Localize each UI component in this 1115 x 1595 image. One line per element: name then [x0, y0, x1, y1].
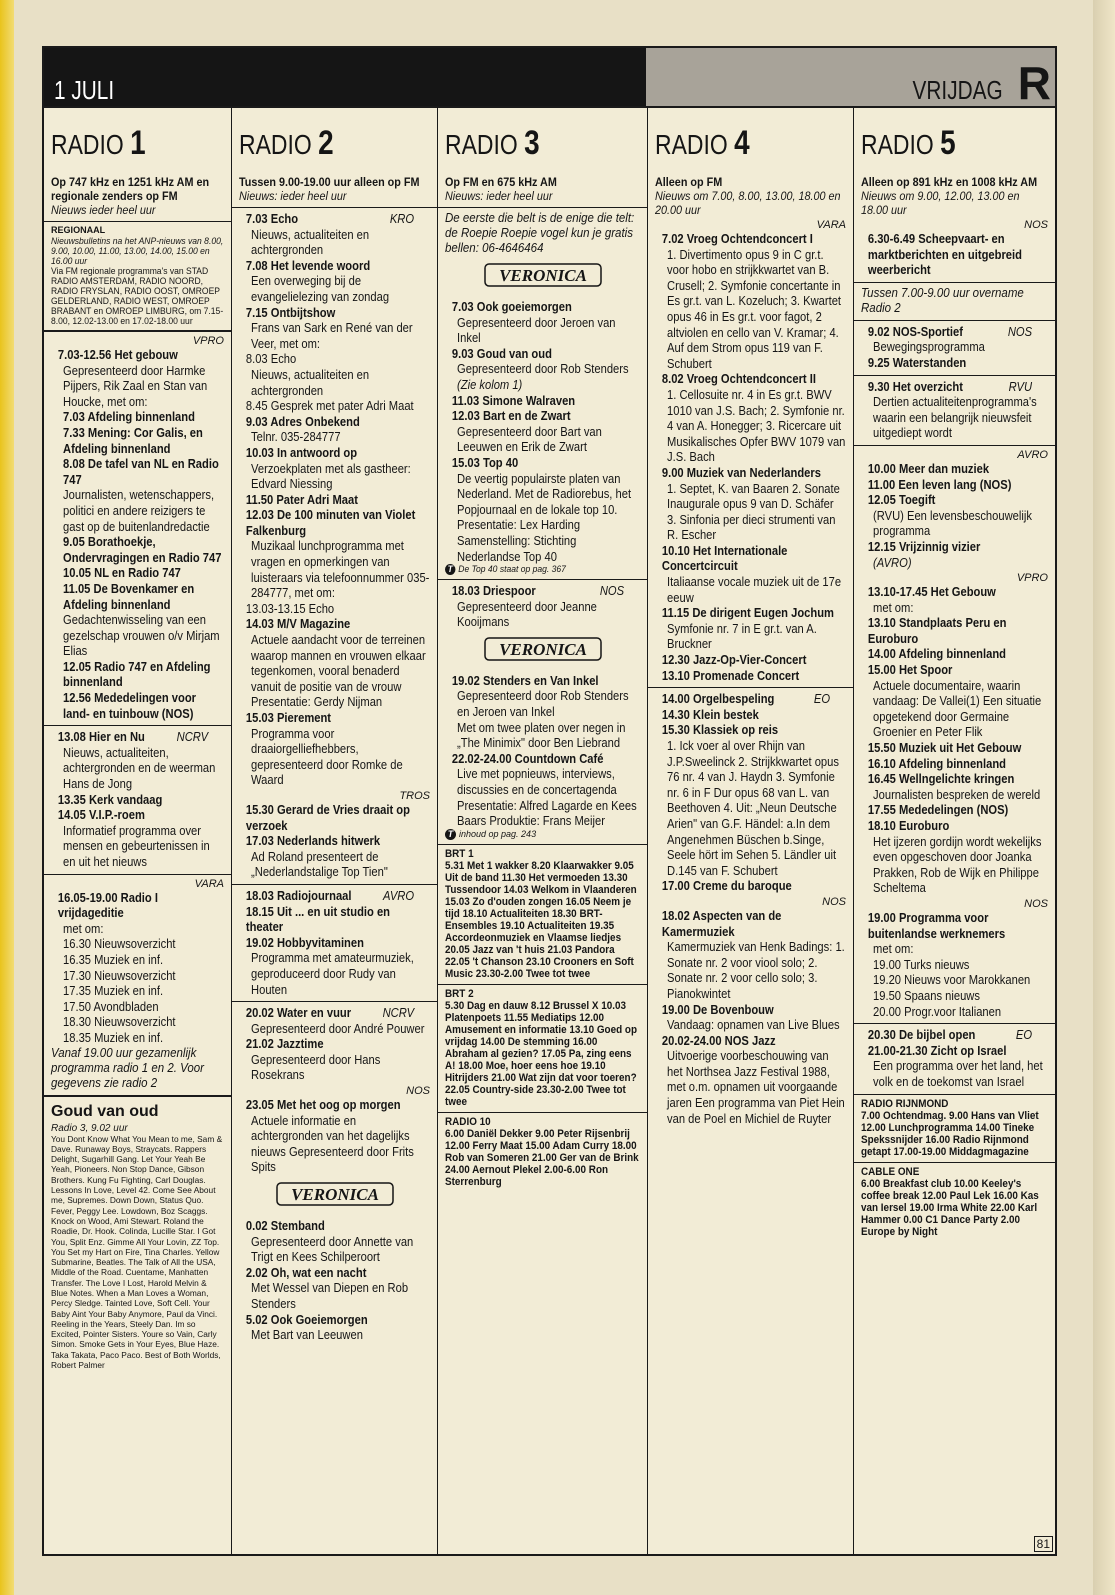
radio4-column	[648, 108, 854, 1554]
rijnmond-block: RADIO RIJNMOND 7.00 Ochtendmag. 9.00 Hans van Vliet 12.00 Lunchprogramma 14.00 Tineke Spekssnijder 16.00 Radio Rijnmond getapt 17.00-19.00 Middagmagazine	[861, 1097, 1039, 1158]
radio2-programs-4: 20.02 Water en vuur NCRV Gepresenteerd door André Pouwer 21.02 Jazztime Gepresenteerd door Hans Rosekrans	[245, 1005, 425, 1083]
radio3-intro: Op FM en 675 kHz AM Nieuws: ieder heel uur	[445, 175, 557, 203]
brt1-block: BRT 1 5.31 Met 1 wakker 8.20 Klaarwakker 9.05 Uit de band 11.30 Het vermoeden 13.30 Tussendoor 14.03 Welkom in Vlaanderen 15.03 Zo d'ouden zongen 16.05 Neem je tijd 18.10 Actualiteiten 18.30 BRT-Ensembles 19.10 Actualiteiten 19.35 Accordeonmuziek en Vlaamse liedjes 20.05 Jazz van 't huis 21.03 Pandora 22.05 't Chanson 23.10 Crooners en Soft Music 23.30-2.00 Twee tot twee	[445, 847, 637, 980]
radio1-end-note: Vanaf 19.00 uur gezamenlijk programma radio 1 en 2. Voor gegevens zie radio 2	[51, 1045, 204, 1090]
radio2-programs: 7.03 Echo KRO Nieuws, actualiteiten en achtergronden 7.08 Het levende woord Een overweging bij de evangelielezing van zondag 7.15 Ontbijtshow Frans van Sark en René van der Veer, met om: 8.03 Echo Nieuws, actualiteiten en achtergronden 8.45 Gesprek met pater Adri Maat 9.03 Adres Onbekend Telnr. 035-284777 10.03 In antwoord op Verzoekplaten met als gastheer: Edvard Niessing 11.50 Pater Adri Maat 12.03 De 100 minuten van Violet Falkenburg Muzikaal lunchprogramma met vragen en opmerkingen van luisteraars via telefoonnummer 035-284777, met om: 13.03-13.15 Echo 14.03 M/V Magazine Actuele aandacht voor de terreinen waarop mannen en vrouwen elkaar tegenkomen, vooral benaderd vanuit de positie van de vrouw Presentatie: Gerdy Nijman 15.03 Pierement Programma voor draaiorgelliefhebbers, gepresenteerd door Romke de Waard	[245, 211, 430, 788]
radio1-intro: Op 747 kHz en 1251 kHz AM en regionale zenders op FM Nieuws ieder heel uur	[51, 175, 210, 217]
radio5-programs-3: 9.30 Het overzicht RVU Dertien actualiteitenprogramma's waarin een belangrijk nieuwsfeit uitgediept wordt	[867, 378, 1037, 441]
radio5-intro: Alleen op 891 kHz en 1008 kHz AM Nieuws om 9.00, 12.00, 13.00 en 18.00 uur	[861, 175, 1038, 217]
radio2-programs-5: 23.05 Met het oog op morgen Actuele informatie en achtergronden van het dagelijks nieuws Gepresenteerd door Frits Spits	[245, 1097, 414, 1175]
date-label: 1 JULI	[54, 75, 115, 105]
radio5-programs-4: 10.00 Meer dan muziek 11.00 Een leven lang (NOS) 12.05 Toegift (RVU) Een levensbeschouwelijk programma 12.15 Vrijzinnig vizier (AVRO)	[867, 460, 1032, 570]
radio2-programs-2: 15.30 Gerard de Vries draait op verzoek 17.03 Nederlands hitwerk Ad Roland presenteert de „Nederlandstalige Top Tien"	[245, 801, 410, 880]
goud-van-oud-title: Goud van oud	[51, 1102, 159, 1120]
radio5-programs-6: 19.00 Programma voor buitenlandse werknemers met om: 19.00 Turks nieuws 19.20 Nieuws voor Marokkanen 19.50 Spaans nieuws 20.00 Progr.voor Italianen	[867, 909, 1031, 1019]
broadcaster-label: AVRO	[1017, 448, 1048, 461]
goud-van-oud-list: You Dont Know What You Mean to me, Sam & Dave. Runaway Boys, Straycats. Rappers Delight, Sugarhill Gang. Let Your Yeah Be Yeah, Pioneers. Non Stop Dance, Gibson Brothers. Kung Fu Fighting, Carl Douglas. Lessons In Love, Level 42. Come See About me, Supremes. Down Down, Status Quo. Fever, Peggy Lee. Lowdown, Boz Scaggs. Knock on Wood, Ami Stewart. Roland the Roadie, Dr. Hook. Colinda, Lucille Star. I Got You, Split Enz. Gimme All Your Lovin, ZZ Top. You Set my Hart on Fire, Tina Charles. Yellow Submarine, Beatles. The Talk of All the USA, Middle of the Road. Cuentame, Manhatten Transfer. The Love I Lost, Harold Melvin & Blue Notes. When a Man Loves a Woman, Percy Sledge. Tainted Love, Soft Cell. Your Baby Aint Your Baby Anymore, Paul da Vinci. Reeling in the Years, Steely Dan. Im so Excited, Pointer Sisters. Youre so Vain, Carly Simon. Smoke Gets in Your Eyes, Blue Haze. Taka Takata, Paco Paco. Best of Both Worlds, Robert Palmer	[51, 1133, 223, 1371]
radio5-programs-5: 13.10-17.45 Het Gebouw met om: 13.10 Standplaats Peru en Euroburo 14.00 Afdeling binnenland 15.00 Het Spoor Actuele documentaire, waarin vandaag: De Vallei(1) Een situatie opgetekend door Germaine Groenier en Peter Flik 15.50 Muziek uit Het Gebouw 16.10 Afdeling binnenland 16.45 Wellngelichte kringen Journalisten bespreken de wereld 17.55 Mededelingen (NOS) 18.10 Euroburo Het ijzeren gordijn wordt wekelijks even opgeschoven door Joanka Prakken, Rob de Wijk en Philippe Scheltema	[867, 584, 1042, 896]
top40-ref: T De Top 40 staat op pag. 367	[445, 564, 630, 575]
broadcaster-label: VPRO	[1016, 572, 1048, 585]
page-number: 81	[1034, 1536, 1053, 1552]
radio1-column	[44, 108, 232, 1554]
broadcaster-label: TROS	[399, 789, 430, 802]
broadcaster-label: VARA	[194, 877, 224, 890]
countdown-ref: T inhoud op pag. 243	[445, 829, 640, 840]
broadcaster-label: NOS	[1024, 897, 1048, 910]
cable-one-block: CABLE ONE 6.00 Breakfast club 10.00 Keeley's coffee break 12.00 Paul Lek 16.00 Kas van Iersel 19.00 Irma White 22.00 Karl Hammer 0.00 C1 Dance Party 2.00 Europe by Night	[861, 1165, 1039, 1238]
t-icon: T	[445, 564, 455, 575]
veronica-logo	[445, 262, 640, 293]
radio5-programs-7: 20.30 De bijbel open EO 21.00-21.30 Zicht op Israel Een programma over het land, het volk en de toekomst van Israel	[867, 1027, 1043, 1089]
radio2-programs-6: 0.02 Stemband Gepresenteerd door Annette van Trigt en Kees Schilperoort 2.02 Oh, wat een nacht Met Wessel van Diepen en Rob Stenders 5.02 Ook Goeiemorgen Met Bart van Leeuwen	[245, 1218, 414, 1343]
radio3-programs-2: 18.03 Driespoor NOS Gepresenteerd door Jeanne Kooijmans	[451, 583, 625, 630]
radio3-note: De eerste die belt is de enige die telt: de Roepie Roepie vogel kun je gratis bellen: 06-4646464	[445, 211, 635, 255]
brt2-block: BRT 2 5.30 Dag en dauw 8.12 Brussel X 10.03 Platenpoets 11.55 Mediatips 12.00 Amusement en informatie 13.10 Goed op vrijdag 14.00 De stemming 16.00 Abraham al gezien? 17.05 Pa, zing eens A! 18.00 Moe, hoer eens hoe 19.10 Hitrijders 21.00 Wat zijn dat voor toeren? 22.05 Country-side 23.30-2.00 Twee tot twee	[445, 987, 638, 1108]
radio2-programs-3: 18.03 Radiojournaal AVRO 18.15 Uit ... en uit studio en theater 19.02 Hobbyvitaminen Programma met amateurmuziek, geproduceerd door Rudy van Houten	[245, 887, 415, 997]
radio5-heading: RADIO 5	[861, 124, 956, 162]
radio5-programs: 6.30-6.49 Scheepvaart- en marktberichten en uitgebreid weerbericht	[867, 231, 1022, 278]
radio5-note: Tussen 7.00-9.00 uur overname Radio 2	[861, 285, 1024, 315]
radio1-programs-3: 16.05-19.00 Radio I vrijdageditie met om: 16.30 Nieuwsoverzicht 16.35 Muziek en inf. 17.30 Nieuwsoverzicht 17.35 Muziek en inf. 17.50 Avondbladen 18.30 Nieuwsoverzicht 18.35 Muziek en inf.	[57, 889, 176, 1045]
radio3-programs: 7.03 Ook goeiemorgen Gepresenteerd door Jeroen van Inkel 9.03 Goud van oud Gepresenteerd door Rob Stenders (Zie kolom 1) 11.03 Simone Walraven 12.03 Bart en de Zwart Gepresenteerd door Bart van Leeuwen en Erik de Zwart 15.03 Top 40 De veertig populairste platen van Nederland. Met de Radiorebus, het Popjournaal en de lokale top 10. Presentatie: Lex Harding Samenstelling: Stichting Nederlandse Top 40	[451, 299, 632, 564]
tv-guide-page	[42, 46, 1057, 1556]
page-edge	[1093, 0, 1115, 1595]
radio10-block: RADIO 10 6.00 Daniël Dekker 9.00 Peter Rijsenbrij 12.00 Ferry Maat 15.00 Adam Curry 18.00 Rob van Someren 21.00 Ger van de Brink 24.00 Aernout Plekel 2.00-6.00 Ron Sterrenburg	[445, 1115, 639, 1188]
radio2-intro: Tussen 9.00-19.00 uur alleen op FM Nieuws: ieder heel uur	[239, 175, 420, 203]
t-icon: T	[445, 829, 456, 840]
radio1-regional: REGIONAAL Nieuwsbulletins na het ANP-nieuws van 8.00, 9.00, 10.00, 11.00, 13.00, 14.00, 15.00 en 16.00 uur Via FM regionale programma's van STAD RADIO AMSTERDAM, RADIO NOORD, RADIO FRYSLAN, RADIO OOST, OMROEP GELDERLAND, RADIO WEST, OMROEP BRABANT en OMROEP LIMBURG, om 7.15-8.00, 12.02-13.00 en 17.02-18.00 uur	[51, 225, 224, 326]
date-bar	[44, 48, 646, 106]
veronica-logo	[239, 1181, 430, 1212]
radio1-programs: 7.03-12.56 Het gebouw Gepresenteerd door Harmke Pijpers, Rik Zaal en Stan van Houcke, met om: 7.03 Afdeling binnenland 7.33 Mening: Cor Galis, en Afdeling binnenland 8.08 De tafel van NL en Radio 747 Journalisten, wetenschappers, politici en andere reizigers te gast op de buitenlandredactie 9.05 Borathoekje, Ondervragingen en Radio 747 10.05 NL en Radio 747 11.05 De Bovenkamer en Afdeling binnenland Gedachtenwisseling van een gezelschap vrouwen o/v Mirjam Elias 12.05 Radio 747 en Afdeling binnenland 12.56 Mededelingen voor land- en tuinbouw (NOS)	[57, 347, 222, 721]
day-bar	[646, 48, 1055, 109]
svg-text:VERONICA: VERONICA	[290, 1185, 379, 1205]
radio3-programs-3: 19.02 Stenders en Van Inkel Gepresenteerd door Rob Stenders en Jeroen van Inkel Met om twee platen over negen in „The Minimix" door Ben Liebrand 22.02-24.00 Countdown Café Live met popnieuws, interviews, discussies en de concertagenda Presentatie: Alfred Lagarde en Kees Baars Produktie: Frans Meijer	[451, 672, 637, 829]
radio3-heading: RADIO 3	[445, 124, 540, 162]
broadcaster-label: NOS	[1024, 219, 1048, 231]
radio5-programs-2: 9.02 NOS-Sportief NOS Bewegingsprogramma 9.25 Waterstanden	[867, 323, 1033, 370]
broadcaster-label: VPRO	[192, 335, 224, 347]
veronica-logo	[445, 636, 640, 667]
goud-van-oud-sub: Radio 3, 9.02 uur	[51, 1122, 128, 1134]
radio3-column	[438, 108, 648, 1554]
radio4-heading: RADIO 4	[655, 124, 750, 162]
radio4-programs-3: 18.02 Aspecten van de Kamermuziek Kamermuziek van Henk Badings: 1. Sonate nr. 2 voor viool solo; 2. Sonate nr. 2 voor cello solo; 3. Pianokwintet 19.00 De Bovenbouw Vandaag: opnamen van Live Blues 20.02-24.00 NOS Jazz Uitvoerige voorbeschouwing van het Northsea Jazz Festival 1988, met o.m. opnamen uit voorgaande jaren Een programma van Piet Hein van de Poel en Michiel de Ruyter	[661, 907, 845, 1126]
radio-columns	[44, 108, 1055, 1554]
broadcaster-label: NOS	[822, 895, 846, 908]
radio4-intro: Alleen op FM Nieuws om 7.00, 8.00, 13.00, 18.00 en 20.00 uur	[655, 175, 841, 217]
radio1-programs-2: 13.08 Hier en Nu NCRV Nieuws, actualiteiten, achtergronden en de weerman Hans de Jong 13.35 Kerk vandaag 14.05 V.I.P.-roem Informatief programma over mensen en gebeurtenissen in en uit het nieuws	[57, 729, 216, 869]
magazine-spine	[0, 0, 14, 1595]
date-banner	[44, 48, 1055, 108]
radio2-column	[232, 108, 438, 1554]
radio5-column	[854, 108, 1055, 1554]
svg-text:VERONICA: VERONICA	[498, 266, 587, 285]
broadcaster-label: VARA	[816, 219, 846, 231]
svg-text:VERONICA: VERONICA	[498, 639, 587, 659]
day-label: VRIJDAG	[912, 75, 1003, 105]
radio4-programs-2: 14.00 Orgelbespeling EO 14.30 Klein bestek 15.30 Klassiek op reis 1. Ick voer al over Rhijn van J.P.Sweelinck 2. Strijkkwartet opus 76 nr. 4 van J. Haydn 3. Symfonie nr. 6 in F Dur opus 68 van L. van Beethoven 4. Uit: „Neun Deutsche Arien" van G.F. Händel: a.In dem Angenehmen Büschen b.Singe, Seele hört im Sehen 5. Ländler uit D.145 van F. Schubert 17.00 Creme du baroque	[661, 691, 839, 894]
radio4-programs: 7.02 Vroeg Ochtendconcert I 1. Divertimento opus 9 in C gr.t. voor hobo en strijkkwartet van B. Crusell; 2. Symfonie concertante in Es gr.t. van L. Kozeluch; 3. Kwartet opus 46 in Es gr.t. voor fagot, 2 altviolen en cello van V. Kramar; 4. Auf dem Strom opus 119 van F. Schubert 8.02 Vroeg Ochtendconcert II 1. Cellosuite nr. 4 in Es gr.t. BWV 1010 van J.S. Bach; 2. Symfonie nr. 4 van A. Honegger; 3. Ricercare uit Musikalisches Opfer BWV 1079 van J.S. Bach 9.00 Muziek van Nederlanders 1. Septet, K. van Baaren 2. Sonate Inaugurale opus 9 van D. Schäfer 3. Sinfonia per dieci strumenti van R. Escher 10.10 Het Internationale Concertcircuit Italiaanse vocale muziek uit de 17e eeuw 11.15 De dirigent Eugen Jochum Symfonie nr. 7 in E gr.t. van A. Bruckner 12.30 Jazz-Op-Vier-Concert 13.10 Promenade Concert	[661, 231, 846, 683]
section-letter: R	[1017, 57, 1051, 109]
radio1-heading: RADIO 1	[51, 124, 146, 162]
broadcaster-label: NOS	[406, 1085, 430, 1098]
radio2-heading: RADIO 2	[239, 124, 334, 162]
